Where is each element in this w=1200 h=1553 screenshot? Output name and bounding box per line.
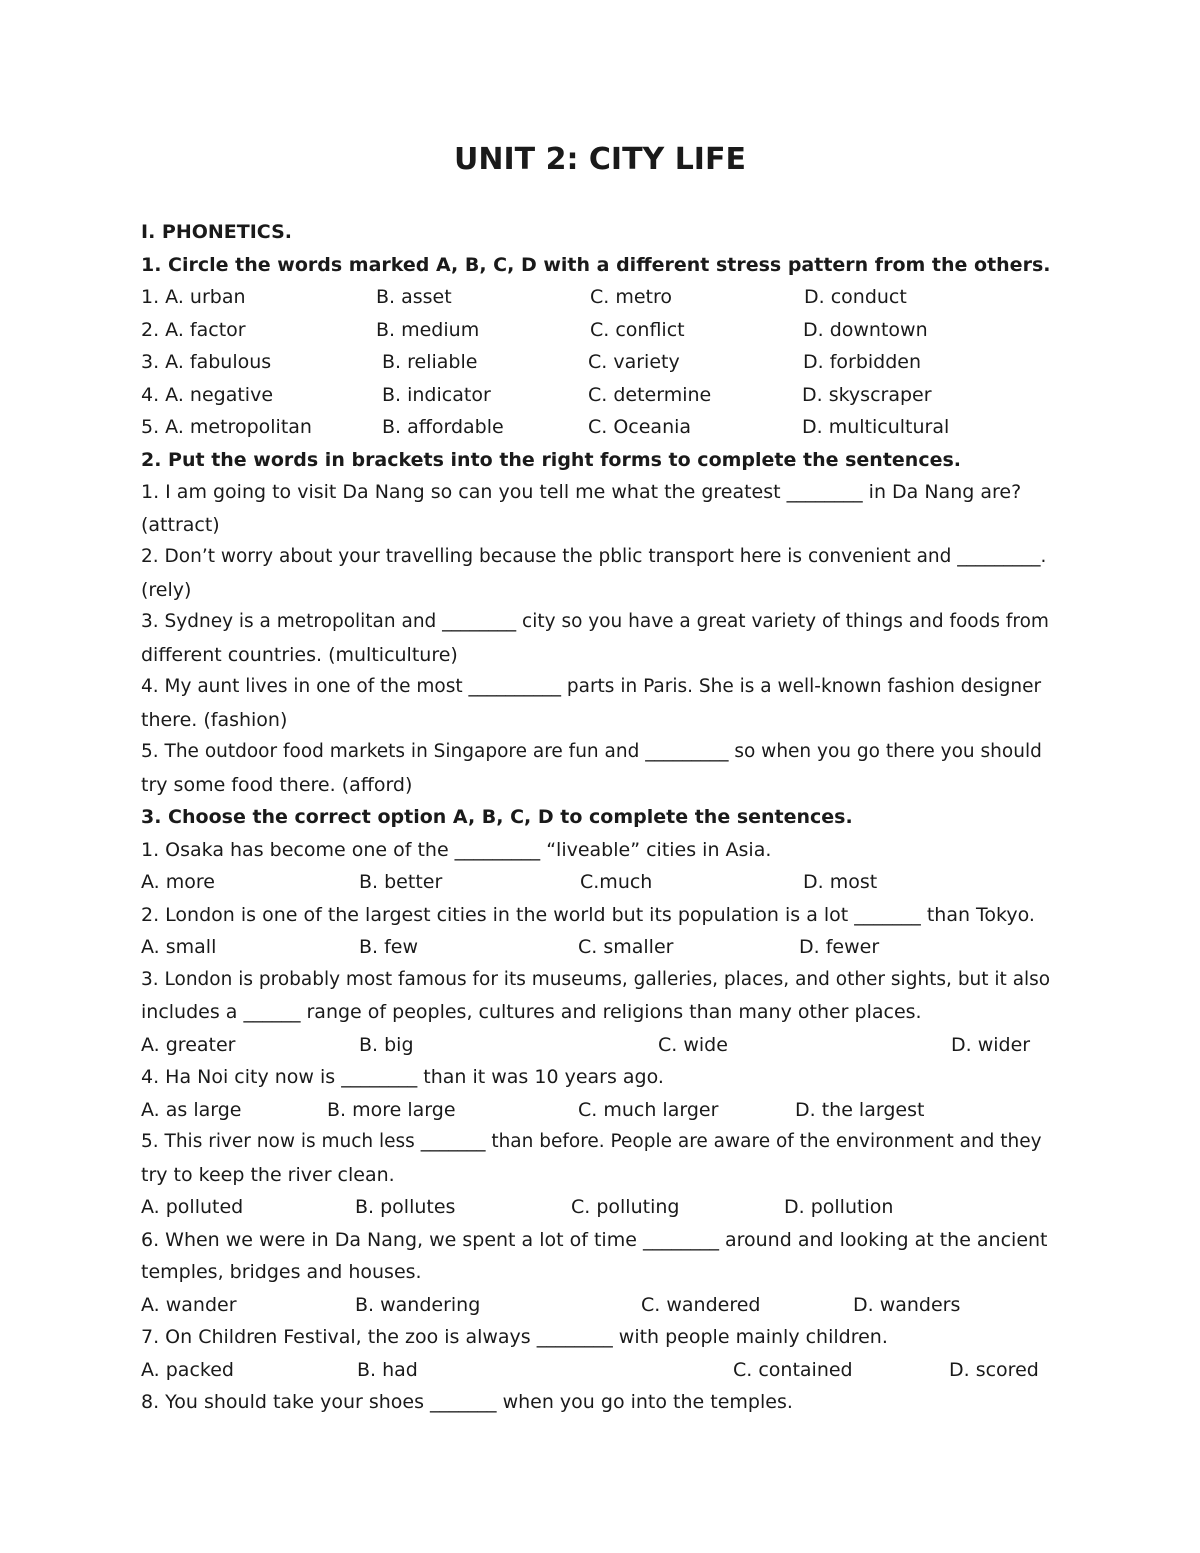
ex1-row bbox=[141, 411, 1051, 444]
option-a: 2. A. factor bbox=[141, 318, 246, 341]
sentence-line: 1. I am going to visit Da Nang so can you tell me what the greatest ________ in Da Nang are? bbox=[141, 481, 1022, 503]
sentence-line: different countries. (multiculture) bbox=[141, 643, 458, 666]
option-b: B. affordable bbox=[382, 416, 504, 438]
option-c: C. much larger bbox=[578, 1098, 719, 1121]
exercise-3-heading: 3. Choose the correct option A, B, C, D to complete the sentences. bbox=[141, 806, 853, 828]
sentence-line: 3. Sydney is a metropolitan and ________ city so you have a great variety of things and foods from bbox=[141, 611, 1049, 632]
ex1-row bbox=[141, 281, 1051, 314]
option-d: D. pollution bbox=[784, 1196, 894, 1218]
question-6: 6. When we were in Da Nang, we spent a lot of time ________ around and looking at the ancient bbox=[141, 1228, 1048, 1251]
option-d: D. skyscraper bbox=[802, 383, 932, 406]
question-5-options bbox=[141, 1191, 1051, 1224]
ex1-row bbox=[141, 346, 1051, 379]
option-b: B. had bbox=[357, 1358, 418, 1381]
option-d: D. multicultural bbox=[802, 416, 950, 438]
question-7: 7. On Children Festival, the zoo is always ________ with people mainly children. bbox=[141, 1326, 888, 1348]
option-d: D. fewer bbox=[799, 936, 880, 958]
option-c: C. Oceania bbox=[588, 416, 692, 438]
question-3-options bbox=[141, 1029, 1051, 1062]
option-a: A. polluted bbox=[141, 1196, 244, 1218]
option-c: C.much bbox=[580, 871, 653, 893]
option-b: B. wandering bbox=[355, 1293, 481, 1316]
option-a: A. as large bbox=[141, 1098, 242, 1121]
option-b: B. better bbox=[359, 871, 443, 893]
question-1-options bbox=[141, 866, 1051, 899]
question-3-continued: includes a ______ range of peoples, cultures and religions than many other places. bbox=[141, 1001, 922, 1023]
option-d: D. most bbox=[803, 871, 878, 893]
worksheet-content bbox=[141, 216, 1051, 1419]
option-d: D. wider bbox=[951, 1033, 1031, 1056]
option-a: 5. A. metropolitan bbox=[141, 416, 312, 438]
option-a: 3. A. fabulous bbox=[141, 351, 272, 373]
option-c: C. metro bbox=[590, 286, 673, 308]
sentence-line: 2. Don’t worry about your travelling because the pblic transport here is convenient and _________. bbox=[141, 546, 1047, 567]
option-c: C. contained bbox=[733, 1358, 853, 1381]
option-a: 4. A. negative bbox=[141, 383, 274, 406]
option-a: A. greater bbox=[141, 1033, 236, 1056]
option-c: C. variety bbox=[588, 351, 680, 373]
option-a: A. more bbox=[141, 871, 215, 893]
exercise-1-heading: 1. Circle the words marked A, B, C, D with a different stress pattern from the others. bbox=[141, 253, 1051, 276]
option-c: C. smaller bbox=[578, 936, 674, 958]
question-3: 3. London is probably most famous for its museums, galleries, places, and other sights, but it also bbox=[141, 968, 1051, 990]
option-b: B. reliable bbox=[382, 351, 478, 373]
sentence-line: (rely) bbox=[141, 578, 192, 601]
ex1-row bbox=[141, 314, 1051, 347]
option-c: C. polluting bbox=[571, 1196, 680, 1218]
option-b: B. medium bbox=[376, 318, 480, 341]
question-1: 1. Osaka has become one of the _________ “liveable” cities in Asia. bbox=[141, 838, 772, 861]
question-4: 4. Ha Noi city now is ________ than it was 10 years ago. bbox=[141, 1066, 664, 1088]
option-d: D. downtown bbox=[803, 318, 928, 341]
sentence-line: 4. My aunt lives in one of the most __________ parts in Paris. She is a well-known fashion designer bbox=[141, 676, 1042, 697]
option-a: 1. A. urban bbox=[141, 286, 246, 308]
question-2: 2. London is one of the largest cities in the world but its population is a lot _______ than Tokyo. bbox=[141, 903, 1035, 926]
question-2-options bbox=[141, 931, 1051, 964]
question-5: 5. This river now is much less _______ than before. People are aware of the environment and they bbox=[141, 1131, 1042, 1152]
section-heading: I. PHONETICS. bbox=[141, 221, 292, 243]
question-6-continued: temples, bridges and houses. bbox=[141, 1261, 422, 1283]
option-d: D. the largest bbox=[795, 1098, 925, 1121]
option-b: B. big bbox=[359, 1033, 414, 1056]
option-d: D. scored bbox=[949, 1358, 1039, 1381]
question-5-continued: try to keep the river clean. bbox=[141, 1163, 395, 1186]
option-c: C. determine bbox=[588, 383, 712, 406]
option-d: D. forbidden bbox=[803, 351, 922, 373]
question-8: 8. You should take your shoes _______ when you go into the temples. bbox=[141, 1391, 793, 1413]
sentence-line: there. (fashion) bbox=[141, 708, 288, 731]
option-b: B. few bbox=[359, 936, 419, 958]
page-title: UNIT 2: CITY LIFE bbox=[454, 142, 746, 177]
option-a: A. small bbox=[141, 936, 217, 958]
sentence-line: try some food there. (afford) bbox=[141, 773, 413, 796]
option-b: B. more large bbox=[327, 1098, 456, 1121]
sentence-line: 5. The outdoor food markets in Singapore are fun and _________ so when you go there you should bbox=[141, 741, 1042, 762]
question-4-options bbox=[141, 1094, 1051, 1127]
option-c: C. wandered bbox=[641, 1293, 761, 1316]
option-b: B. indicator bbox=[382, 383, 491, 406]
option-c: C. conflict bbox=[590, 318, 685, 341]
option-c: C. wide bbox=[658, 1033, 728, 1056]
ex1-row bbox=[141, 379, 1051, 412]
option-b: B. asset bbox=[376, 286, 452, 308]
option-d: D. conduct bbox=[804, 286, 907, 308]
option-d: D. wanders bbox=[853, 1293, 961, 1316]
option-b: B. pollutes bbox=[355, 1196, 456, 1218]
sentence-line: (attract) bbox=[141, 513, 220, 536]
question-6-options bbox=[141, 1289, 1051, 1322]
option-a: A. packed bbox=[141, 1358, 234, 1381]
exercise-2-heading: 2. Put the words in brackets into the right forms to complete the sentences. bbox=[141, 448, 962, 471]
option-a: A. wander bbox=[141, 1293, 237, 1316]
question-7-options bbox=[141, 1354, 1051, 1387]
